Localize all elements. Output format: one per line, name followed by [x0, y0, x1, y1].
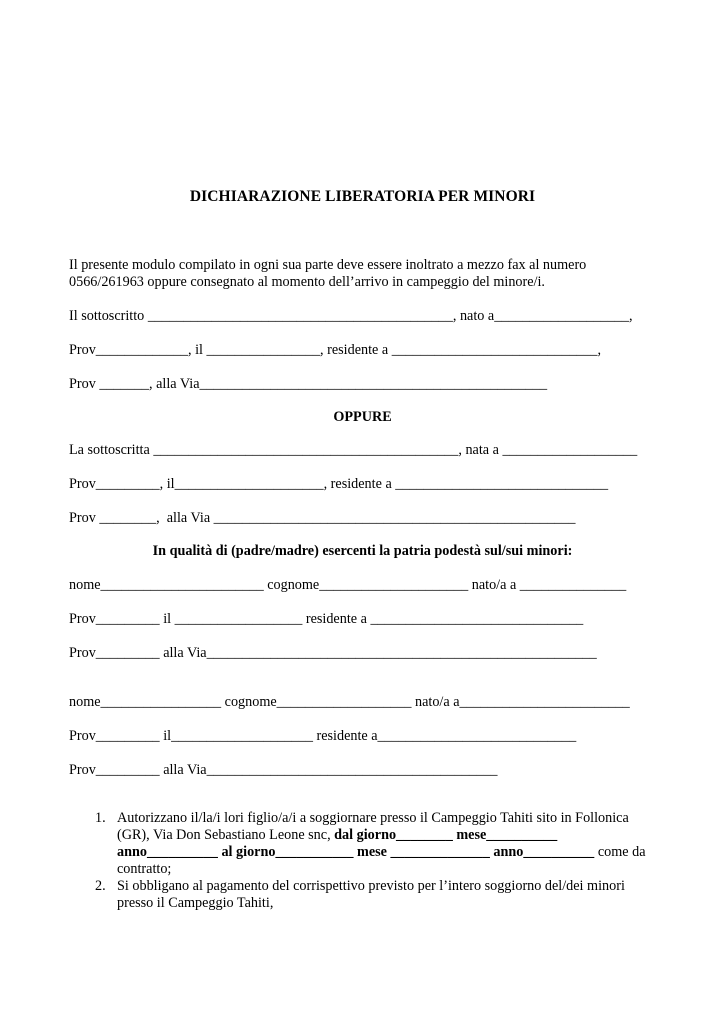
minor1-residence-line: Prov_________ il __________________ residente a ______________________________ — [69, 611, 584, 627]
terms-list — [95, 810, 655, 912]
minor2-name-line: nome_________________ cognome___________________ nato/a a________________________ — [69, 694, 630, 710]
list-item-number: 2. — [95, 878, 106, 894]
minor2-address-line: Prov_________ alla Via_________________________________________ — [69, 762, 498, 778]
mother-name-line: La sottoscritta ___________________________________________, nata a ___________________ — [69, 442, 638, 458]
father-name-line: Il sottoscritto ___________________________________________, nato a___________________, — [69, 308, 633, 324]
intro-paragraph: Il presente modulo compilato in ogni sua parte deve essere inoltrato a mezzo fax al numero 0566/261963 oppure consegnato al momento dell’arrivo in campeggio del minore/i. — [69, 257, 587, 290]
list-item-number: 1. — [95, 810, 106, 826]
list-item-text-end: come da contratto; — [117, 844, 646, 877]
minor1-address-line: Prov_________ alla Via_______________________________________________________ — [69, 645, 597, 661]
list-item — [95, 878, 655, 912]
list-item-text: Autorizzano il/la/i lori figlio/a/i a soggiornare presso il Campeggio Tahiti sito in Follonica (GR), Via Don Sebastiano Leone snc, — [117, 810, 629, 843]
list-item-dates: dal giorno________ mese__________ anno__________ al giorno___________ mese ______________ anno__________ — [117, 827, 595, 860]
father-address-line: Prov _______, alla Via_________________________________________________ — [69, 376, 548, 392]
parents-heading: In qualità di (padre/madre) esercenti la patria podestà sul/sui minori: — [152, 543, 573, 559]
minor2-residence-line: Prov_________ il____________________ residente a____________________________ — [69, 728, 577, 744]
list-item — [95, 810, 655, 878]
document-title: DICHIARAZIONE LIBERATORIA PER MINORI — [189, 188, 536, 205]
father-residence-line: Prov_____________, il ________________, residente a _____________________________, — [69, 342, 602, 358]
mother-residence-line: Prov_________, il_____________________, residente a ______________________________ — [69, 476, 609, 492]
list-item-text: Si obbligano al pagamento del corrispettivo previsto per l’intero soggiorno del/dei minori presso il Campeggio Tahiti, — [117, 878, 625, 911]
minor1-name-line: nome_______________________ cognome_____________________ nato/a a _______________ — [69, 577, 627, 593]
mother-address-line: Prov ________, alla Via ___________________________________________________ — [69, 510, 576, 526]
oppure-heading: OPPURE — [333, 409, 392, 425]
